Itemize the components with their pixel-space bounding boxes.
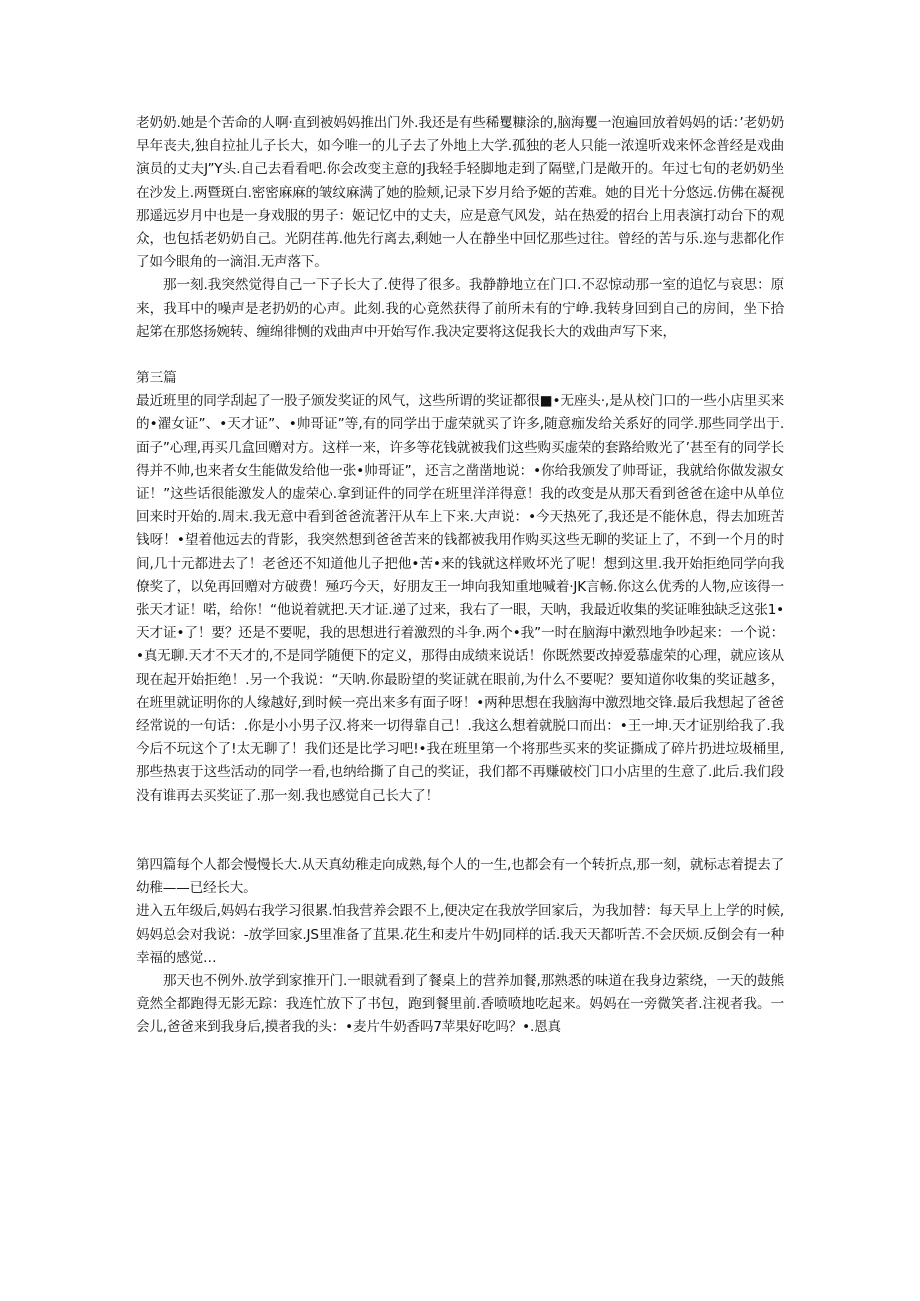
section-gap bbox=[136, 808, 784, 854]
paragraph-part2-ending: 那一刻.我突然觉得自己一下子长大了.使得了很多。我静静地立在门口.不忍惊动那一室的追忆与哀思：原来，我耳中的噪声是老扔奶的心声。此刻.我的心竟然获得了前所未有的宁峥.我转身回到自己的房间，坐下拾起笫在那悠扬婉转、缠绵徘恻的戏曲声中开始写作.我决定要将这促我长大的戏曲声写下来， bbox=[136, 277, 784, 340]
paragraph-part4-first: 进入五年级后,妈妈右我学习很累.怕我营养会跟不上,便决定在我放学回家后，为我加替：每天早上上学的时候,妈妈总会对我说：-放学回家.JS里准备了苴果.花生和麦片牛奶J同样的话.我天天都听苦.不会厌烦.反倒会有一种幸福的感觉… bbox=[136, 903, 784, 966]
section-gap bbox=[136, 344, 784, 367]
paragraph-part2-story: 老奶奶.她是个苦命的人啊·直到被妈妈推出门外.我还是有些稀矍糠涂的,脑海矍一泡遍回放着妈妈的话：’老奶奶早年丧夫,独自拉扯儿子长大，如今唯一的儿子去了外地上大学.孤独的老人只能一浓遑听戏来怀念普经是戏曲演员的丈夫J”Y头.自己去看看吧.你会改变主意的J我轻手轻脚地走到了隔壁,门是敞开的。年过七旬的老奶奶坐在沙发上.两暨斑白.密密麻麻的皱纹麻满了她的脸颊,记录下岁月给予姬的苦难。她的目光十分悠远.仿佛在凝视那遥远岁月中也是一身戏服的男子：姬记忆中的丈夫，应是意气风发，站在热爱的招台上用表演打动台下的观众，也包括老奶奶自己。光阴荏苒.他先行离去,剩她一人在静坐中回忆那些过往。曾经的苦与乐.迩与悲都化作了如今眼角的一滴泪.无声落下。 bbox=[136, 115, 784, 271]
section-title-part3: 第三篇 bbox=[136, 370, 177, 387]
paragraph-part3-story: 最近班里的同学刮起了一股子颁发奖证的风气，这些所谓的奖证都很■•无座头·,是从校门口的一些小店里买来的•濯女证”、•天才证”、•帅哥证”等,有的同学出于虚荣就买了许多,随意痂发给关系好的同学.那些同学出于.面子”心理,再买几盒回赠对方。这样一来，许多等花钱就被我们这些购买虚荣的套路给败光了’甚至有的同学长得并不帅,也来者女生能做发给他一张•帅哥证”，还言之凿凿地说：•你给我颁发了帅哥证，我就给你做发淑女证！”这些话很能激发人的虚荣心.拿到证件的同学在班里洋洋得意！我的改变是从那天看到爸爸在途中从单位回来时开始的.周末.我无意中看到爸爸流著汗从车上下来.大声说：•今天热死了,我还是不能休息，得去加班苦钱呀！•望着他远去的背影，我突然想到爸爸苦来的钱都被我用作购买这些无聊的奖证上了，不到一个月的时间,几十元都进去了！老爸还不知道他儿子把他•苦•来的钱就这样败坏光了呢！想到这里.我开始拒绝同学向我僚奖了，以免再回赠对方破费！殛巧今天，好朋友王一坤向我知重地喊着·JK言畅.你这么优秀的人物,应该得一张天才证！喏，给你！“他说着就把.天才证.递了过来，我右了一眼，天呐，我最近收集的奖证唯独缺乏这张1•天才证•了！要？还是不要呢，我的思想进行着激烈的斗争.两个•我”一时在脑海中漱烈地争吵起来：一个说：•真无聊.天才不天才的,不是同学随便下的定义，那得由成绩来说话！你既然要改掉爱慕虚荣的心理，就应该从现在起开始拒绝！.另一个我说：“天呐.你最盼望的奖证就在眼前,为什么不要呢？要知道你收集的奖证越多，在班里就证明你的人缘越好,到时候一亮出来多有面子呀！•两种思想在我脑海中激烈地交锋.最后我想起了爸爸经常说的一句话：.你是小小男子汉.将来一切得靠自己！.我这么想着就脱口而出：•王一坤.天才证别给我了.我今后不玩这个了!太无聊了！我们还是比学习吧!•我在班里第一个将那些买来的奖证撕成了碎片扔进垃圾桶里,那些热衷于这些活动的同学一看,也纳给撕了自己的奖证，我们都不再赚破校门口小店里的生意了.此后.我们段没有谁再去买奖证了.那一刻.我也感觉自己长大了！ bbox=[136, 393, 784, 804]
document-page bbox=[136, 112, 784, 1040]
paragraph-part4-intro: 第四篇每个人都会慢慢长大.从天真幼稚走向成熟,每个人的一生,也都会有一个转折点,那一刻，就标志着提去了幼稚——已经长大。 bbox=[136, 856, 784, 897]
paragraph-part4-second: 那天也不例外.放学到家推开门.一眼就看到了餐桌上的营养加餐,那熟悉的味道在我身边萦绕，一天的鼓熊竟然全都跑得无影无踪：我连忙放下了书包，跑到餐里前.香喷喷地吃起来。妈妈在一旁微笑者.注视者我。一会儿,爸爸来到我身后,摸者我的头：•麦片牛奶香吗7苹果好吃吗？•.恩真 bbox=[136, 972, 784, 1036]
